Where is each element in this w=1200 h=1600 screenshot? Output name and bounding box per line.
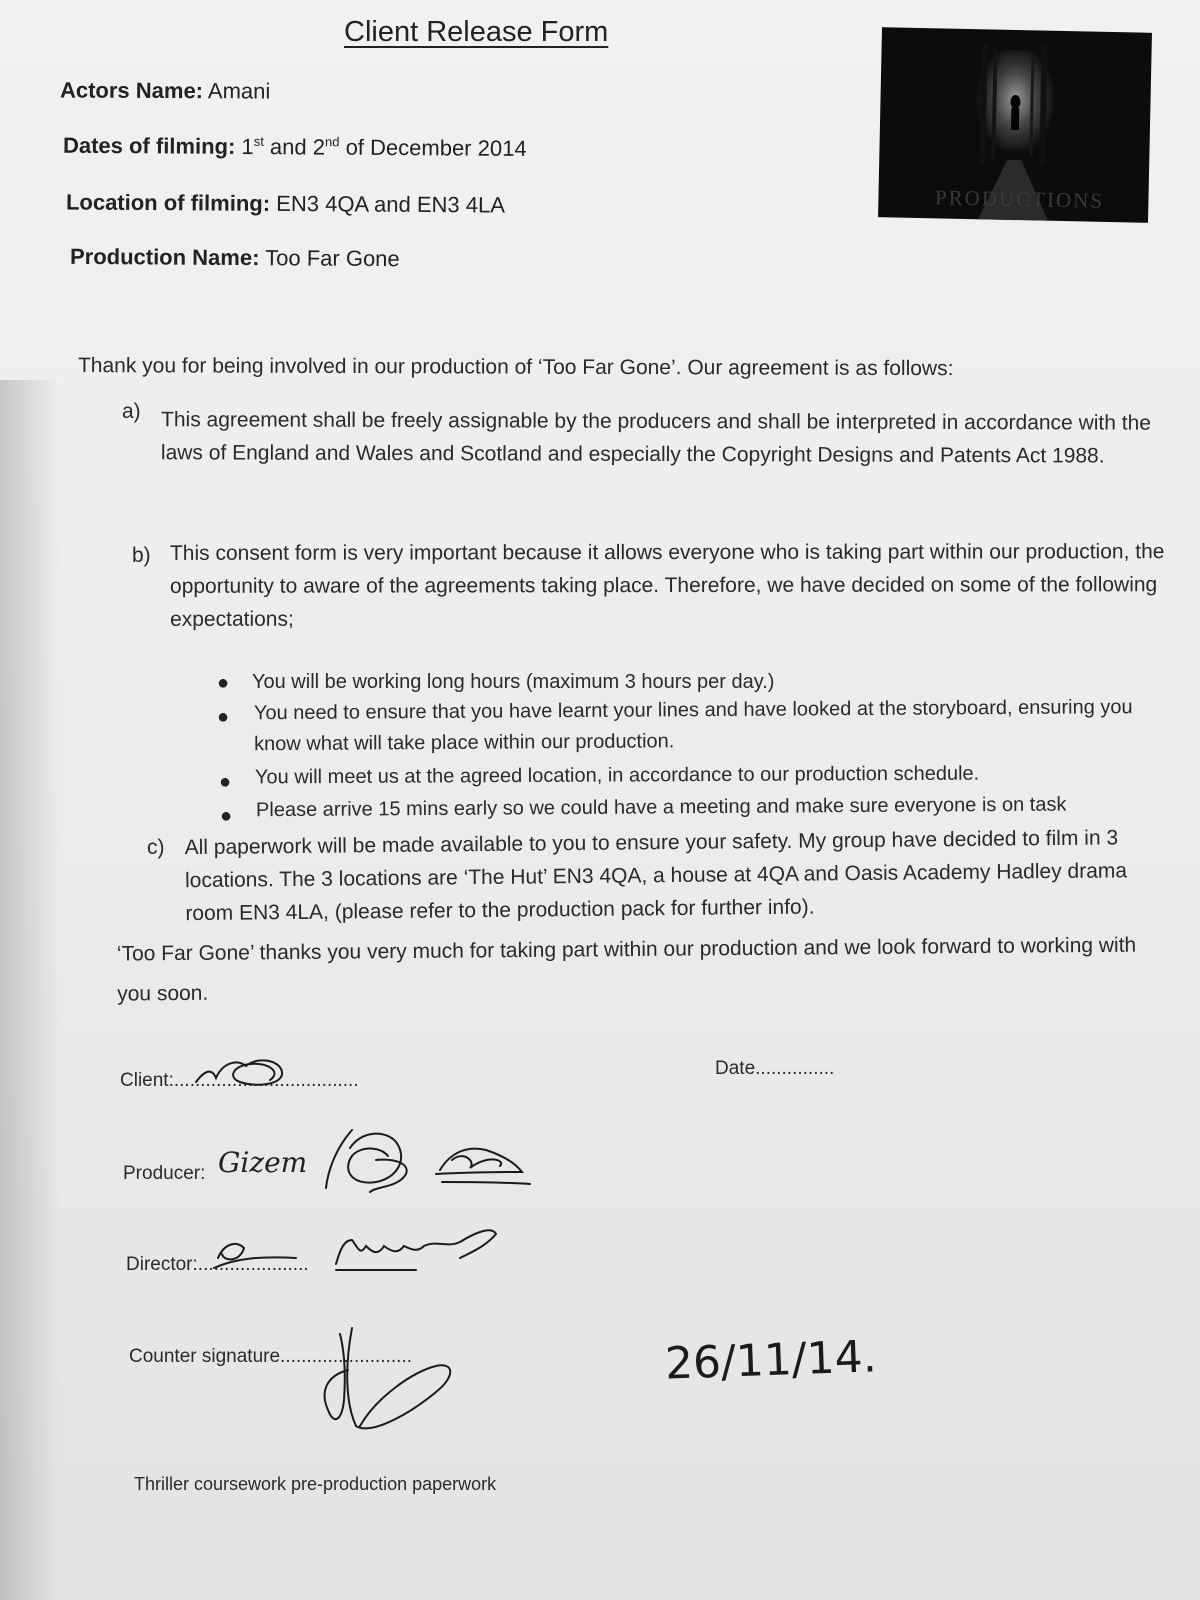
filming-location-label: Location of filming:: [65, 189, 271, 216]
date-suffix: st: [253, 133, 264, 149]
filming-dates-value: of December 2014: [345, 134, 527, 161]
page-footer: Thriller coursework pre-production paperwork: [134, 1474, 497, 1494]
date-line: Date...............: [715, 1058, 835, 1079]
closing-paragraph: ‘Too Far Gone’ thanks you very much for taking part within our production and we look forward to working with you soon.: [116, 933, 1137, 1006]
item-c-letter: c): [147, 836, 165, 859]
bullet-item: You will meet us at the agreed location, in accordance to our production schedule.: [254, 762, 980, 789]
director-signature-line: Director:.....................: [126, 1254, 309, 1275]
filming-location-value: EN3 4QA and EN3 4LA: [276, 190, 506, 218]
filming-dates-value: 1: [241, 133, 254, 160]
bullet-item: Please arrive 15 mins early so we could have a meeting and make sure everyone is on task: [255, 793, 1067, 822]
item-b-text: This consent form is very important because it allows everyone who is taking part within our production, the opportunity to aware of the agreements taking place. Therefore, we have decided on some of the following expectations;: [169, 540, 1165, 631]
director-signature-2: [336, 1230, 496, 1270]
form-title: Client Release Form: [344, 16, 609, 48]
item-b-letter: b): [132, 544, 151, 567]
handwritten-date: 26/11/14.: [664, 1331, 878, 1390]
producer-handwritten-name: Gizem: [218, 1146, 308, 1179]
item-a-letter: a): [122, 400, 141, 423]
date-suffix: nd: [325, 134, 340, 150]
counter-signature-line: Counter signature.........................: [129, 1346, 413, 1367]
bullet-item: You will be working long hours (maximum 3 hours per day.): [252, 671, 775, 693]
filming-dates-value: and 2: [269, 134, 326, 160]
production-name-value: Too Far Gone: [265, 245, 400, 272]
counter-signature: [325, 1328, 451, 1428]
bullet-point: ●: [217, 706, 230, 728]
client-signature-line: Client:...................................: [120, 1070, 359, 1091]
item-c-text: All paperwork will be made available to you to ensure your safety. My group have decided to film in 3 locations. The 3 locations are ‘The Hut’ EN3 4QA, a house at 4QA and Oasis Academy Hadley drama room EN3 4LA, (please refer to the production pack for further info).: [184, 826, 1128, 926]
logo-caption: PRODUCTIONS: [934, 185, 1105, 213]
producer-signature-line: Producer:: [123, 1163, 206, 1184]
bullet-point: ●: [219, 771, 232, 793]
production-name-label: Production Name:: [69, 243, 260, 271]
filming-dates-label: Dates of filming:: [62, 132, 236, 159]
actors-name-value: Amani: [207, 78, 271, 104]
producer-signature: [326, 1130, 407, 1192]
item-a-text: This agreement shall be freely assignable by the producers and shall be interpreted in accordance with the laws of England and Wales and Scotland and especially the Copyright Designs and Patents Act 1988.: [160, 408, 1152, 468]
bullet-point: ●: [217, 672, 230, 694]
client-signature: [196, 1060, 282, 1084]
actors-name-label: Actors Name:: [59, 77, 204, 104]
bullet-point: ●: [220, 805, 233, 827]
producer-signature-2: [436, 1149, 530, 1184]
director-signature: [214, 1244, 296, 1268]
bullet-item: You need to ensure that you have learnt your lines and have looked at the storyboard, ensuring you know what will take place within our production.: [253, 696, 1133, 756]
intro-paragraph: Thank you for being involved in our production of ‘Too Far Gone’. Our agreement is as follows:: [77, 354, 954, 381]
